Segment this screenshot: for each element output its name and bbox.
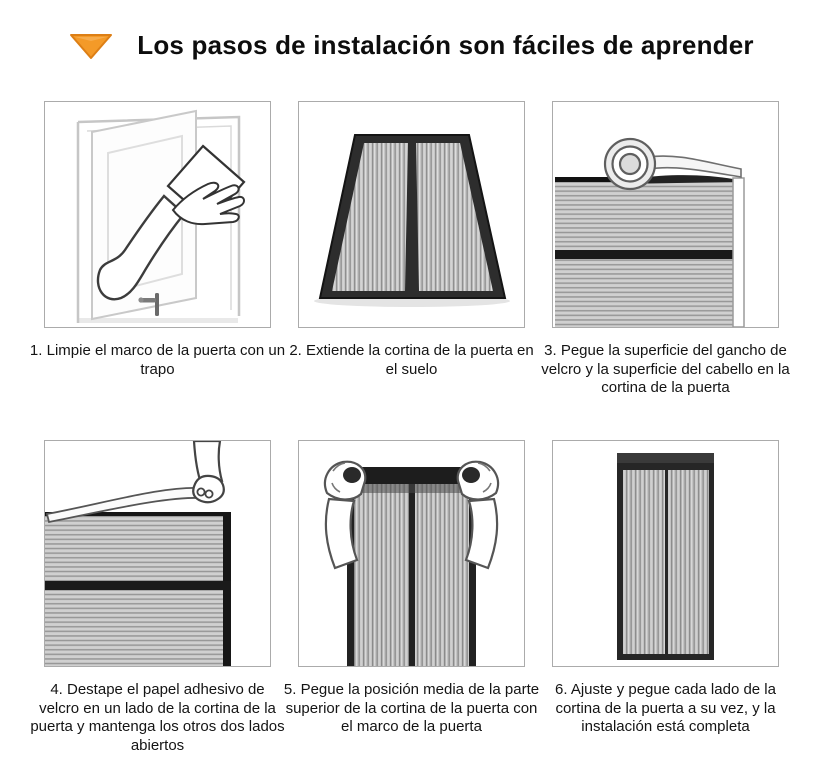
- peel-backing-illustration: [45, 441, 270, 666]
- step-1-figure: [44, 101, 271, 328]
- press-top-illustration: [299, 441, 524, 666]
- step-6-figure: [552, 440, 779, 667]
- page-title: Los pasos de instalación son fáciles de aprender: [137, 30, 754, 60]
- step-5: [283, 440, 540, 759]
- step-3-caption: 3. Pegue la superficie del gancho de velcro y la superficie del cabello en la cortina de la puerta: [541, 342, 790, 397]
- step-6-caption: 6. Ajuste y pegue cada lado de la cortina de la puerta a su vez, y la instalación está completa: [554, 681, 776, 736]
- step-4: [30, 440, 285, 759]
- step-1: [29, 101, 286, 420]
- step-5-caption: 5. Pegue la posición media de la parte superior de la cortina de la puerta con el marco de la puerta: [283, 681, 540, 736]
- orange-down-triangle-icon: [69, 32, 113, 60]
- step-3-figure: [552, 101, 779, 328]
- step-4-caption: 4. Destape el papel adhesivo de velcro en un lado de la cortina de la puerta y mantenga los otros dos lados abiertos: [30, 681, 285, 754]
- page-header: [0, 0, 823, 61]
- curtain-on-floor-illustration: [299, 102, 524, 327]
- step-5-figure: [298, 440, 525, 667]
- step-2-caption: 2. Extiende la cortina de la puerta en el suelo: [289, 342, 534, 378]
- step-3: [541, 101, 790, 420]
- velcro-roll-illustration: [553, 102, 778, 327]
- step-1-caption: 1. Limpie el marco de la puerta con un trapo: [29, 342, 286, 378]
- clean-door-illustration: [45, 102, 270, 327]
- installed-curtain-illustration: [553, 441, 778, 666]
- step-2: [289, 101, 534, 420]
- step-4-figure: [44, 440, 271, 667]
- step-6: [552, 440, 779, 759]
- steps-grid: [29, 101, 790, 759]
- step-2-figure: [298, 101, 525, 328]
